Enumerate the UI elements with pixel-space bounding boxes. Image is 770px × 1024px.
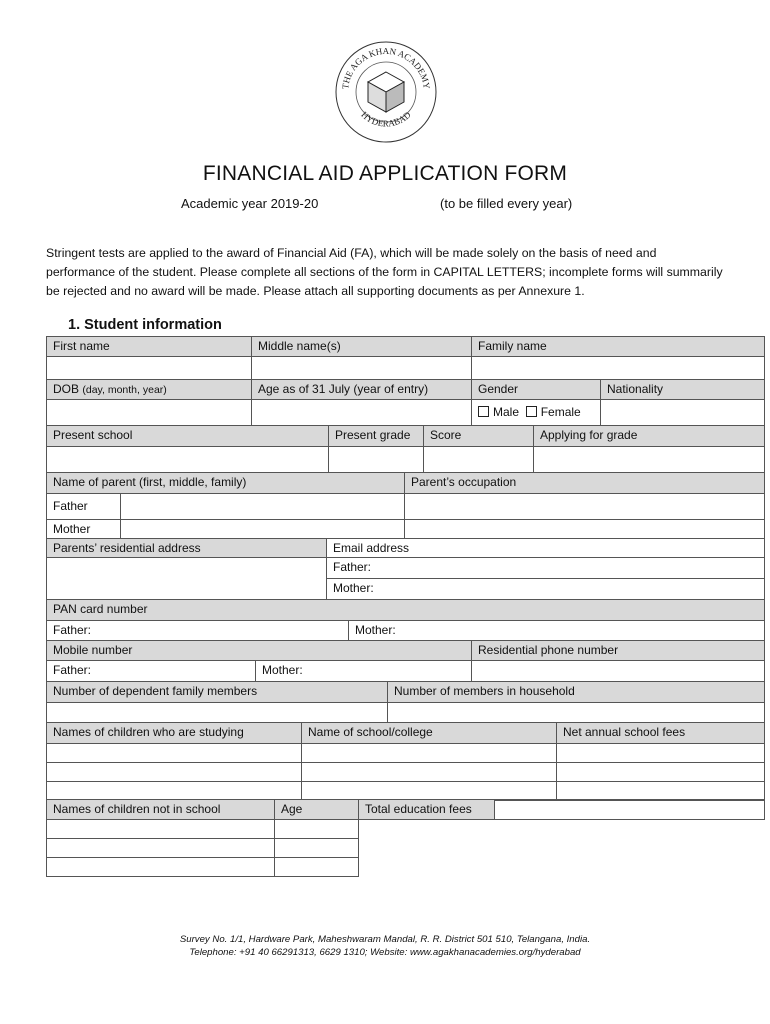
studying-child-1[interactable] <box>46 743 302 763</box>
res-phone-label: Residential phone number <box>471 640 765 661</box>
studying-school-1[interactable] <box>301 743 557 763</box>
fill-note: (to be filled every year) <box>440 196 573 211</box>
applying-grade-label: Applying for grade <box>533 425 765 447</box>
household-label: Number of members in household <box>387 681 765 703</box>
email-mother-field[interactable] <box>326 578 765 600</box>
residential-address-label: Parents’ residential address <box>46 538 327 558</box>
studying-school-3[interactable] <box>301 781 557 801</box>
pan-father-label: Father: <box>53 623 92 637</box>
email-label: Email address <box>326 538 765 558</box>
school-college-label: Name of school/college <box>301 722 557 744</box>
household-field[interactable] <box>387 702 765 723</box>
applying-grade-field[interactable] <box>533 446 765 473</box>
mother-name-field[interactable] <box>120 519 405 539</box>
children-not-school-label: Names of children not in school <box>46 799 275 820</box>
first-name-field[interactable] <box>46 356 252 380</box>
mobile-mother-field[interactable] <box>255 660 472 682</box>
nationality-label: Nationality <box>600 379 765 400</box>
dob-field[interactable] <box>46 399 252 426</box>
not-school-age-1[interactable] <box>274 819 359 839</box>
first-name-label: First name <box>46 336 252 357</box>
pan-mother-field[interactable] <box>348 620 765 641</box>
studying-school-2[interactable] <box>301 762 557 782</box>
age-field[interactable] <box>251 399 472 426</box>
footer <box>0 933 770 959</box>
female-label: Female <box>540 405 581 419</box>
not-school-age-3[interactable] <box>274 857 359 877</box>
not-school-child-1[interactable] <box>46 819 275 839</box>
residential-address-field[interactable] <box>46 557 327 600</box>
male-label: Male <box>493 405 520 419</box>
present-grade-label: Present grade <box>328 425 424 447</box>
father-label: Father <box>46 493 121 520</box>
footer-contact: Telephone: +91 40 66291313, 6629 1310; Website: www.agakhanacademies.org/hyderabad <box>189 947 581 958</box>
score-field[interactable] <box>423 446 534 473</box>
dependents-field[interactable] <box>46 702 388 723</box>
dob-label <box>46 379 252 400</box>
female-checkbox[interactable] <box>526 406 537 417</box>
res-phone-field[interactable] <box>471 660 765 682</box>
form-title: FINANCIAL AID APPLICATION FORM <box>202 162 568 185</box>
studying-fees-3[interactable] <box>556 781 765 801</box>
score-label: Score <box>423 425 534 447</box>
mobile-father-field[interactable] <box>46 660 256 682</box>
intro-paragraph: Stringent tests are applied to the award of Financial Aid (FA), which will be made solely on the basis of need and performance of the student. Please complete all sections of the form in CAPITAL LETTERS; incomplete forms will summarily be rejected and no award will be made. Please attach all supporting documents as per Annexure 1. <box>46 246 723 298</box>
studying-fees-2[interactable] <box>556 762 765 782</box>
email-father-field[interactable] <box>326 557 765 579</box>
gender-label: Gender <box>471 379 601 400</box>
section-title: 1. Student information <box>68 317 222 333</box>
age-label: Age as of 31 July (year of entry) <box>251 379 472 400</box>
middle-name-label: Middle name(s) <box>251 336 472 357</box>
net-fees-label: Net annual school fees <box>556 722 765 744</box>
academy-logo <box>334 40 438 144</box>
pan-father-field[interactable] <box>46 620 349 641</box>
email-mother-label: Mother: <box>333 581 374 595</box>
pan-label: PAN card number <box>46 599 765 621</box>
total-fees-label: Total education fees <box>358 799 495 820</box>
father-occupation-field[interactable] <box>404 493 765 520</box>
studying-child-2[interactable] <box>46 762 302 782</box>
mother-occupation-field[interactable] <box>404 519 765 539</box>
studying-fees-1[interactable] <box>556 743 765 763</box>
not-school-age-2[interactable] <box>274 838 359 858</box>
dob-hint: (day, month, year) <box>82 384 167 396</box>
logo-bottom-text: HYDERABAD <box>359 109 413 129</box>
parent-occupation-label: Parent’s occupation <box>404 472 765 494</box>
family-name-label: Family name <box>471 336 765 357</box>
age-column-label: Age <box>274 799 359 820</box>
email-father-label: Father: <box>333 560 372 574</box>
present-school-label: Present school <box>46 425 329 447</box>
nationality-field[interactable] <box>600 399 765 426</box>
family-name-field[interactable] <box>471 356 765 380</box>
male-checkbox[interactable] <box>478 406 489 417</box>
dependents-label: Number of dependent family members <box>46 681 388 703</box>
logo-top-text: THE AGA KHAN ACADEMY <box>340 45 432 90</box>
present-grade-field[interactable] <box>328 446 424 473</box>
footer-address: Survey No. 1/1, Hardware Park, Maheshwaram Mandal, R. R. District 501 510, Telangana, India. <box>179 934 591 945</box>
mobile-father-label: Father: <box>53 663 92 677</box>
studying-child-3[interactable] <box>46 781 302 801</box>
not-school-child-2[interactable] <box>46 838 275 858</box>
dob-text: DOB <box>53 382 80 396</box>
pan-mother-label: Mother: <box>355 623 396 637</box>
gender-options <box>471 399 601 426</box>
mother-label: Mother <box>46 519 121 539</box>
mobile-label: Mobile number <box>46 640 472 661</box>
children-studying-label: Names of children who are studying <box>46 722 302 744</box>
father-name-field[interactable] <box>120 493 405 520</box>
parent-name-label: Name of parent (first, middle, family) <box>46 472 405 494</box>
total-fees-field[interactable] <box>494 799 765 820</box>
academic-year: Academic year 2019-20 <box>181 196 319 211</box>
not-school-child-3[interactable] <box>46 857 275 877</box>
middle-name-field[interactable] <box>251 356 472 380</box>
present-school-field[interactable] <box>46 446 329 473</box>
mobile-mother-label: Mother: <box>262 663 303 677</box>
